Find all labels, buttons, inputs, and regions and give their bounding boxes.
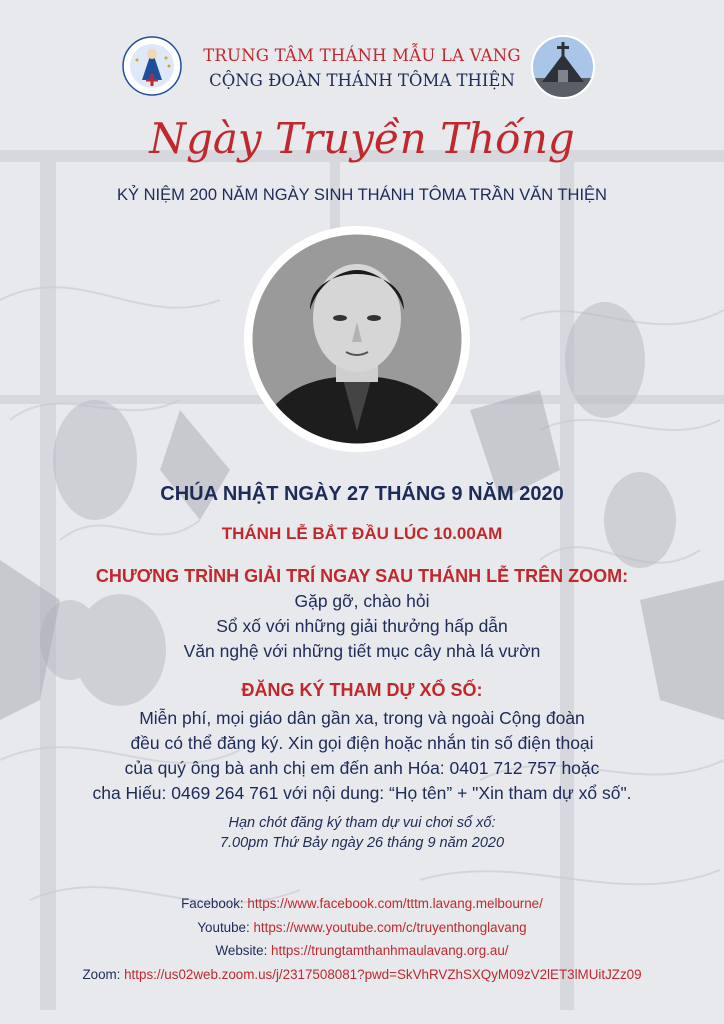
youtube-link[interactable]: https://www.youtube.com/c/truyenthonglavang <box>253 919 527 935</box>
subtitle: KỶ NIỆM 200 NĂM NGÀY SINH THÁNH TÔMA TRẦN VĂN THIỆN <box>117 186 607 204</box>
zoom-label: Zoom: <box>82 966 125 982</box>
registration-heading: ĐĂNG KÝ THAM DỰ XỔ SỐ: <box>241 680 483 700</box>
registration-line: cha Hiếu: 0469 264 761 với nội dung: “Họ tên” + "Xin tham dự xổ số". <box>92 783 632 803</box>
registration-line: của quý ông bà anh chị em đến anh Hóa: 0401 712 757 hoặc <box>124 758 600 778</box>
saint-portrait <box>244 226 470 452</box>
zoom-link-row <box>0 963 724 987</box>
event-date: CHÚA NHẬT NGÀY 27 THÁNG 9 NĂM 2020 <box>160 483 564 505</box>
org-name-line1: TRUNG TÂM THÁNH MẪU LA VANG <box>203 46 521 65</box>
program-list <box>0 589 724 664</box>
program-heading: CHƯƠNG TRÌNH GIẢI TRÍ NGAY SAU THÁNH LỄ TRÊN ZOOM: <box>95 566 629 586</box>
website-label: Website: <box>215 943 272 958</box>
registration-line: đều có thể đăng ký. Xin gọi điện hoặc nhắn tin số điện thoại <box>130 733 594 753</box>
youtube-link-row <box>0 916 724 940</box>
program-item: Sổ xố với những giải thưởng hấp dẫn <box>216 616 508 636</box>
registration-line: Miễn phí, mọi giáo dân gần xa, trong và ngoài Cộng đoàn <box>139 708 585 728</box>
page-title: Ngày Truyền Thống <box>149 114 575 163</box>
website-link-row <box>0 939 724 963</box>
church-monument-icon <box>530 34 596 100</box>
mass-time: THÁNH LỄ BẮT ĐẦU LÚC 10.00AM <box>221 524 503 543</box>
program-item: Gặp gỡ, chào hỏi <box>294 591 430 611</box>
deadline-note <box>0 813 724 853</box>
deadline-line1: Hạn chót đăng ký tham dự vui chơi sổ xố: <box>228 815 496 831</box>
facebook-link-row <box>0 892 724 916</box>
facebook-link[interactable]: https://www.facebook.com/tttm.lavang.melbourne/ <box>247 896 543 911</box>
website-link[interactable]: https://trungtamthanhmaulavang.org.au/ <box>271 943 509 958</box>
org-name-line2: CỘNG ĐOÀN THÁNH TÔMA THIỆN <box>209 71 515 90</box>
zoom-link[interactable]: https://us02web.zoom.us/j/2317508081?pwd=SkVhRVZhSXQyM09zV2lET3lMUitJZz09 <box>124 966 642 982</box>
registration-text <box>0 706 724 806</box>
deadline-line2: 7.00pm Thứ Bảy ngày 26 tháng 9 năm 2020 <box>219 835 505 851</box>
program-item: Văn nghệ với những tiết mục cây nhà lá vườn <box>183 641 541 661</box>
contact-links <box>0 892 724 986</box>
youtube-label: Youtube: <box>197 919 254 935</box>
facebook-label: Facebook: <box>181 896 248 911</box>
